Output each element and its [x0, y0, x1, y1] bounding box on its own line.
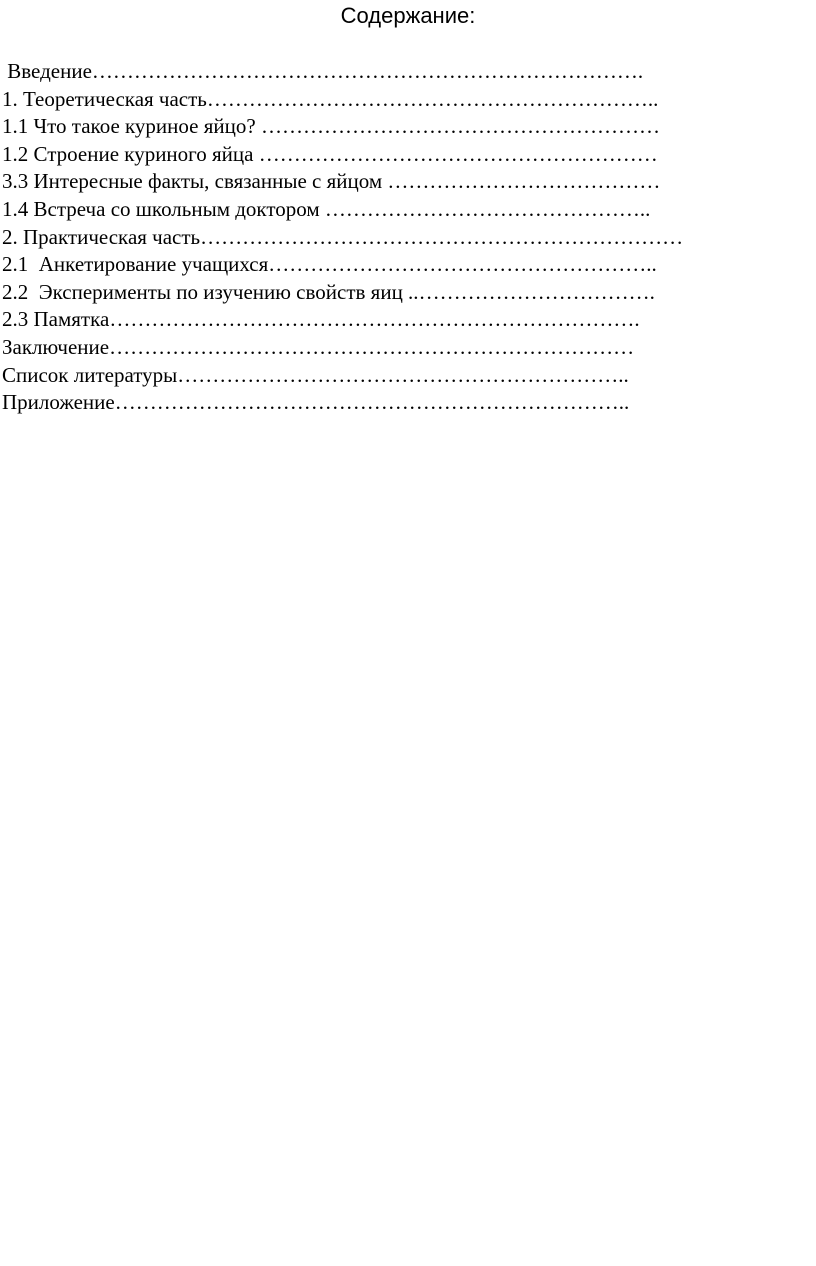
toc-entry	[2, 58, 802, 86]
toc-entry	[2, 86, 802, 114]
toc-entry	[2, 334, 802, 362]
toc-entry-label: Список литературы	[2, 362, 178, 387]
toc-entry-label: Заключение	[2, 334, 110, 359]
toc-entry-label: Введение	[2, 59, 92, 83]
toc-list	[2, 58, 802, 417]
toc-entry-leader: …………………………………………………	[260, 114, 660, 139]
toc-entry-label: 1. Теоретическая часть	[2, 86, 207, 111]
toc-entry	[2, 279, 802, 307]
toc-entry	[2, 251, 802, 279]
toc-entry-leader: …………………………….	[418, 279, 655, 304]
toc-entry-label: 2.3 Памятка	[2, 307, 110, 332]
toc-title: Содержание:	[340, 3, 476, 28]
toc-entry	[2, 389, 802, 417]
toc-entry-label: 1.4 Встреча со школьным доктором	[2, 196, 325, 221]
toc-entry-leader: ………………………………………………………..	[206, 86, 659, 111]
toc-entry-label: 2.2 Эксперименты по изучению свойств яиц ..	[2, 279, 419, 304]
toc-entry-leader: …………………………………………………	[258, 141, 658, 166]
toc-entry	[2, 362, 802, 390]
toc-entry-leader: ……………………………………………………………	[200, 224, 684, 249]
toc-entry-leader: ………………………………………..	[324, 196, 651, 221]
toc-entry-leader: ………………………………………………………………….	[109, 307, 640, 332]
toc-entry-label: 1.1 Что такое куриное яйцо?	[2, 114, 261, 139]
toc-entry-leader: ………………………………………………………..	[177, 362, 629, 387]
toc-entry-label: 1.2 Строение куриного яйца	[2, 141, 259, 166]
toc-entry-leader: …………………………………………………………………….	[91, 59, 644, 83]
toc-entry	[2, 224, 802, 252]
toc-entry	[2, 306, 802, 334]
toc-entry-leader: ………………………………………………………………..	[114, 390, 630, 415]
toc-entry	[2, 113, 802, 141]
toc-entry-leader: …………………………………………………………………	[109, 334, 640, 359]
toc-entry-label: 2. Практическая часть	[2, 224, 201, 249]
toc-entry-label: 2.1 Анкетирование учащихся	[2, 252, 269, 277]
toc-entry-leader: …………………………………	[387, 169, 661, 194]
toc-entry	[2, 196, 802, 224]
toc-entry	[2, 168, 802, 196]
toc-entry-label: Приложение	[2, 390, 115, 415]
toc-entry	[2, 141, 802, 169]
toc-entry-label: 3.3 Интересные факты, связанные с яйцом	[2, 169, 388, 194]
toc-entry-leader: ………………………………………………..	[268, 252, 657, 277]
